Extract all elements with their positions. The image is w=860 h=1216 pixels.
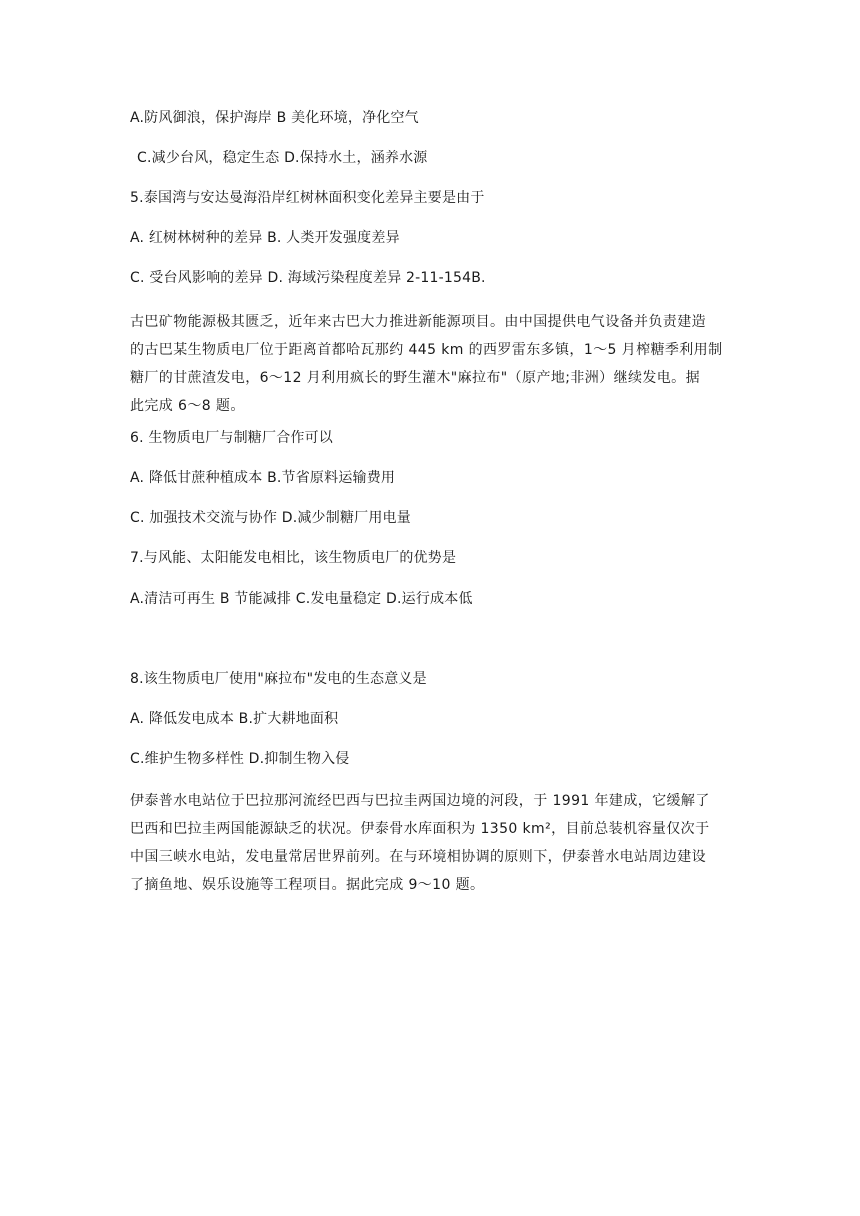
passage-line: 糖厂的甘蔗渣发电，6～12 月利用疯长的野生灌木"麻拉布"（原产地;非洲）继续发电。据 [130, 370, 700, 386]
passage-itaipu [130, 787, 734, 899]
passage-cuba-biomass [130, 308, 734, 420]
q5-options-line-1: A. 红树林树种的差异 B. 人类开发强度差异 [130, 230, 400, 246]
q5-options-line-2: C. 受台风影响的差异 D. 海域污染程度差异 2-11-154B. [130, 270, 486, 286]
q7-stem: 7.与风能、太阳能发电相比，该生物质电厂的优势是 [130, 550, 457, 566]
q6-stem: 6. 生物质电厂与制糖厂合作可以 [130, 430, 334, 446]
passage-line: 巴西和巴拉圭两国能源缺乏的状况。伊泰骨水库面积为 1350 km²，目前总装机容量仅次于 [130, 821, 710, 837]
q4-options-line-2: C.减少台风，稳定生态 D.保持水土，涵养水源 [137, 150, 428, 166]
q8-options-line-2: C.维护生物多样性 D.抑制生物入侵 [130, 751, 350, 767]
passage-line: 此完成 6～8 题。 [130, 398, 245, 414]
passage-line: 的古巴某生物质电厂位于距离首都哈瓦那约 445 km 的西罗雷东多镇，1～5 月榨糖季利用制 [130, 342, 723, 358]
q5-stem: 5.泰国湾与安达曼海沿岸红树林面积变化差异主要是由于 [130, 190, 485, 206]
passage-line: 伊泰普水电站位于巴拉那河流经巴西与巴拉圭两国边境的河段，于 1991 年建成，它缓解了 [130, 793, 710, 809]
passage-line: 中国三峡水电站，发电量常居世界前列。在与环境相协调的原则下，伊泰普水电站周边建设 [130, 849, 706, 865]
passage-line: 了摘鱼地、娱乐设施等工程项目。据此完成 9～10 题。 [130, 877, 485, 893]
passage-line: 古巴矿物能源极其匮乏，近年来古巴大力推进新能源项目。由中国提供电气设备并负责建造 [130, 314, 706, 330]
q8-stem: 8.该生物质电厂使用"麻拉布"发电的生态意义是 [130, 671, 427, 687]
q7-options-line-1: A.清洁可再生 B 节能减排 C.发电量稳定 D.运行成本低 [130, 591, 473, 607]
q6-options-line-2: C. 加强技术交流与协作 D.减少制糖厂用电量 [130, 510, 411, 526]
q8-options-line-1: A. 降低发电成本 B.扩大耕地面积 [130, 711, 339, 727]
q6-options-line-1: A. 降低甘蔗种植成本 B.节省原料运输费用 [130, 470, 396, 486]
q4-options-line-1: A.防风御浪，保护海岸 B 美化环境，净化空气 [130, 110, 419, 126]
